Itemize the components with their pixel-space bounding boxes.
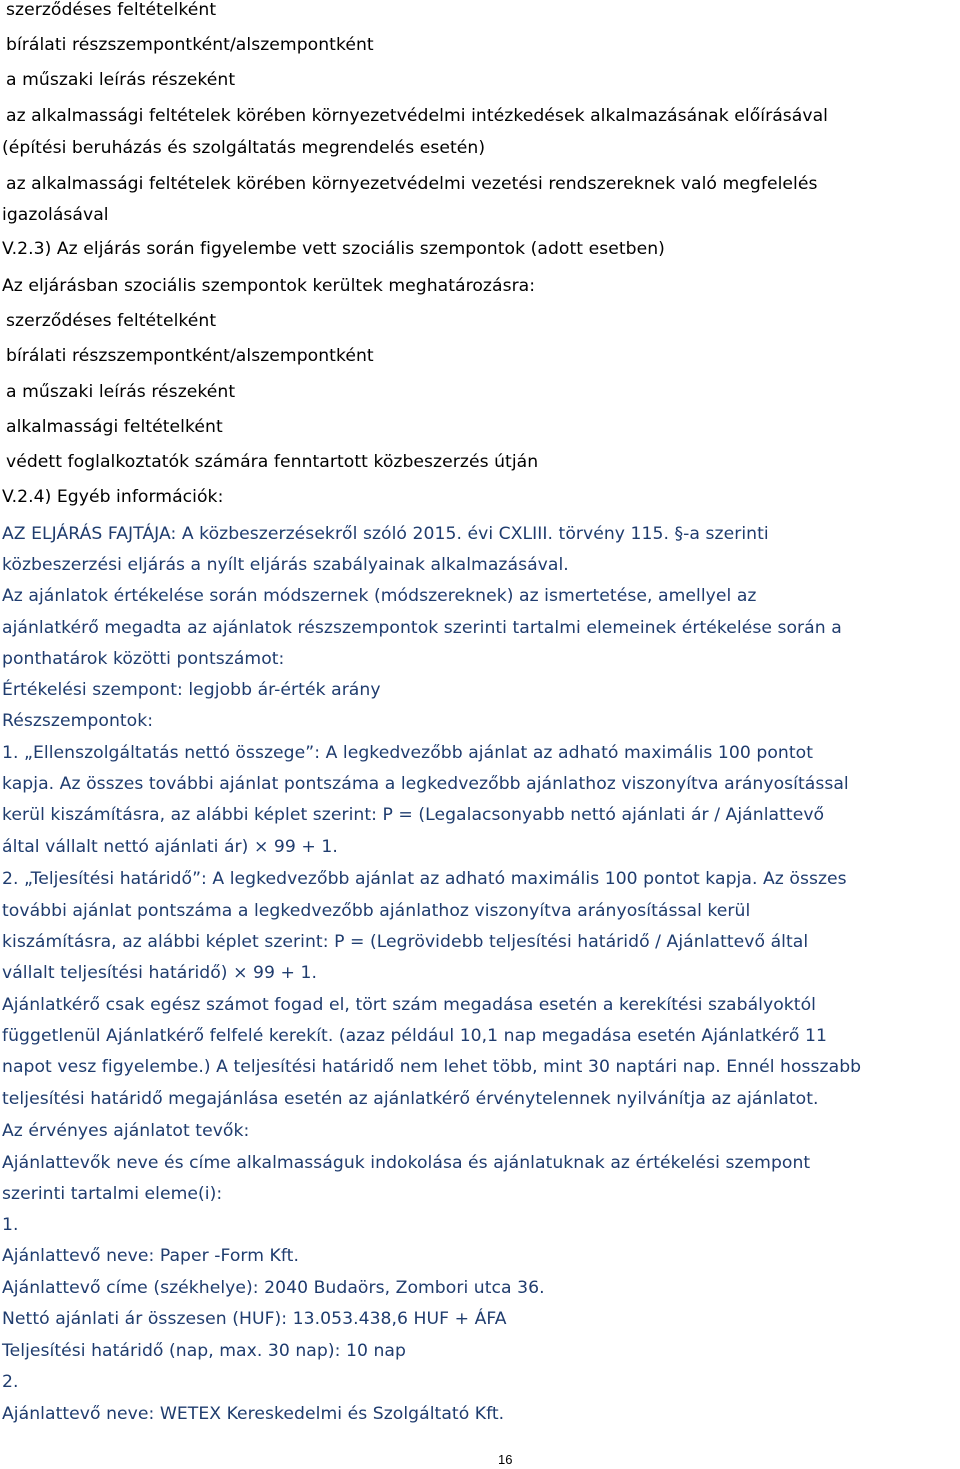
info-line: kerül kiszámításra, az alábbi képlet szerint: P = (Legalacsonyabb nettó ajánlati ár / Ajánlattevő [2, 805, 825, 825]
info-line: Nettó ajánlati ár összesen (HUF): 13.053.438,6 HUF + ÁFA [2, 1309, 507, 1329]
checklist-item: szerződéses feltételként [6, 311, 217, 331]
info-line: további ajánlat pontszáma a legkedvezőbb ajánlathoz viszonyítva arányosítással kerül [2, 901, 751, 921]
info-line: Az érvényes ajánlatot tevők: [2, 1121, 250, 1141]
info-line: AZ ELJÁRÁS FAJTÁJA: A közbeszerzésekről szóló 2015. évi CXLIII. törvény 115. §-a szerinti [2, 524, 769, 544]
checklist-item: a műszaki leírás részeként [6, 382, 236, 402]
info-line: Értékelési szempont: legjobb ár-érték arány [2, 680, 381, 700]
info-line: Ajánlatkérő csak egész számot fogad el, tört szám megadása esetén a kerekítési szabályoktól [2, 995, 816, 1015]
checklist-item-continuation: (építési beruházás és szolgáltatás megrendelés esetén) [2, 138, 486, 158]
checklist-item: alkalmassági feltételként [6, 417, 223, 437]
checklist-item: védett foglalkoztatók számára fenntartott közbeszerzés útján [6, 452, 539, 472]
info-line: 1. [2, 1215, 19, 1235]
info-line: közbeszerzési eljárás a nyílt eljárás szabályainak alkalmazásával. [2, 555, 569, 575]
page-number: 16 [498, 1452, 513, 1467]
info-line: vállalt teljesítési határidő) × 99 + 1. [2, 963, 317, 983]
checklist-item: a műszaki leírás részeként [6, 70, 236, 90]
section-heading-v24: V.2.4) Egyéb információk: [2, 487, 224, 507]
checklist-item-continuation: igazolásával [2, 205, 109, 225]
info-line: ajánlatkérő megadta az ajánlatok részszempontok szerinti tartalmi elemeinek értékelése során a [2, 618, 842, 638]
info-line: 1. „Ellenszolgáltatás nettó összege”: A legkedvezőbb ajánlat az adható maximális 100 pontot [2, 743, 813, 763]
info-line: ponthatárok közötti pontszámot: [2, 649, 285, 669]
info-line: Ajánlattevő neve: WETEX Kereskedelmi és Szolgáltató Kft. [2, 1404, 505, 1424]
info-line: Részszempontok: [2, 711, 154, 731]
checklist-item: szerződéses feltételként [6, 0, 217, 20]
info-line: kapja. Az összes további ajánlat pontszáma a legkedvezőbb ajánlathoz viszonyítva arányosítással [2, 774, 849, 794]
info-line: Teljesítési határidő (nap, max. 30 nap): 10 nap [2, 1341, 406, 1361]
info-line: Ajánlattevő címe (székhelye): 2040 Budaörs, Zombori utca 36. [2, 1278, 545, 1298]
info-line: teljesítési határidő megajánlása esetén az ajánlatkérő érvénytelennek nyilvánítja az ajánlatot. [2, 1089, 819, 1109]
checklist-item: bírálati részszempontként/alszempontként [6, 35, 374, 55]
checklist-item: az alkalmassági feltételek körében környezetvédelmi intézkedések alkalmazásának előírásával [6, 106, 829, 126]
info-line: 2. „Teljesítési határidő”: A legkedvezőbb ajánlat az adható maximális 100 pontot kapja. Az összes [2, 869, 847, 889]
checklist-item: az alkalmassági feltételek körében környezetvédelmi vezetési rendszereknek való megfelelés [6, 174, 818, 194]
info-line: Ajánlattevő neve: Paper -Form Kft. [2, 1246, 299, 1266]
checklist-item: bírálati részszempontként/alszempontként [6, 346, 374, 366]
info-line: által vállalt nettó ajánlati ár) × 99 + 1. [2, 837, 338, 857]
info-line: Az ajánlatok értékelése során módszernek (módszereknek) az ismertetése, amellyel az [2, 586, 757, 606]
info-line: kiszámításra, az alábbi képlet szerint: P = (Legrövidebb teljesítési határidő / Ajánlattevő által [2, 932, 809, 952]
info-line: Ajánlattevők neve és címe alkalmasságuk indokolása és ajánlatuknak az értékelési szempont [2, 1153, 811, 1173]
section-intro: Az eljárásban szociális szempontok kerültek meghatározásra: [2, 276, 536, 296]
info-line: szerinti tartalmi eleme(i): [2, 1184, 223, 1204]
section-heading-v23: V.2.3) Az eljárás során figyelembe vett szociális szempontok (adott esetben) [2, 239, 665, 259]
info-line: függetlenül Ajánlatkérő felfelé kerekít. (azaz például 10,1 nap megadása esetén Ajánlatkérő 11 [2, 1026, 827, 1046]
info-line: 2. [2, 1372, 19, 1392]
info-line: napot vesz figyelembe.) A teljesítési határidő nem lehet több, mint 30 naptári nap. Ennél hosszabb [2, 1057, 862, 1077]
